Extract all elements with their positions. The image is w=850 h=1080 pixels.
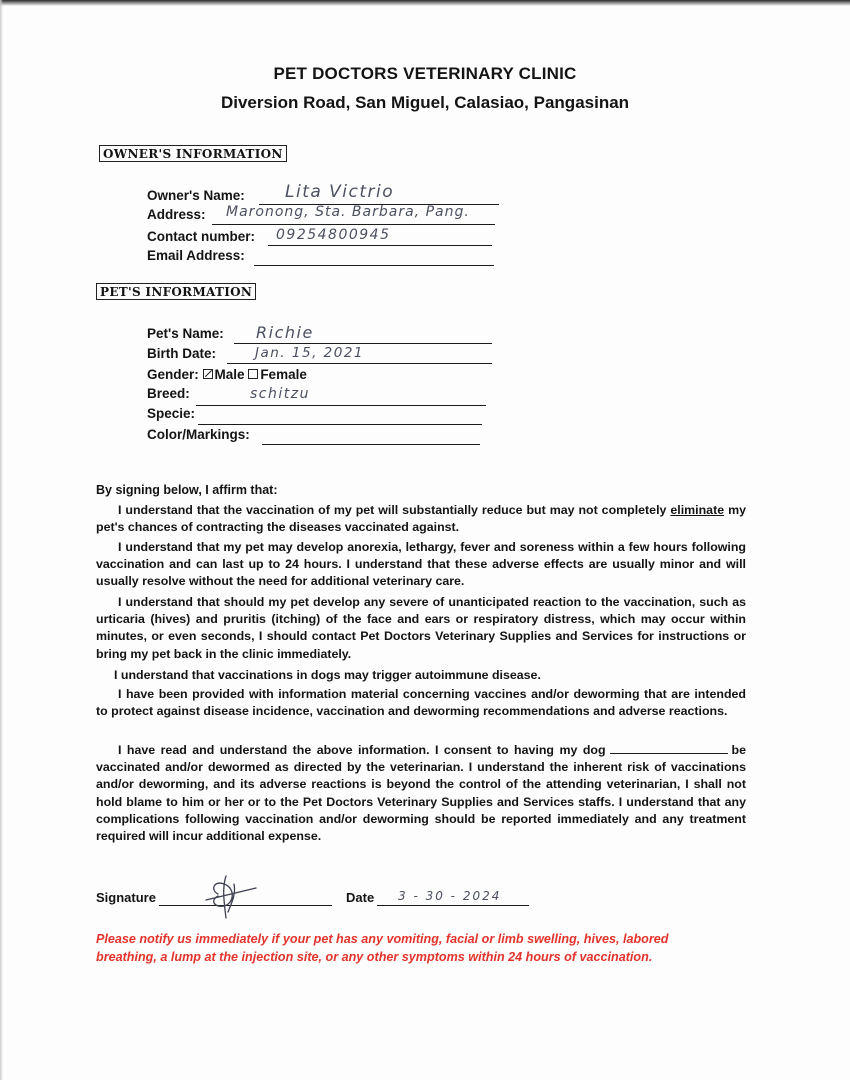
gender-female-checkbox[interactable] [248, 369, 258, 379]
contact-number-line [268, 245, 492, 246]
owner-address-label: Address: [147, 207, 206, 222]
clinic-address: Diversion Road, San Miguel, Calasiao, Pangasinan [220, 93, 630, 112]
owner-address-value[interactable]: Maronong, Sta. Barbara, Pang. [226, 204, 470, 220]
owner-address-line [212, 224, 495, 225]
breed-value[interactable]: schitzu [250, 386, 310, 402]
date-label: Date [346, 890, 375, 905]
scan-top-edge [0, 0, 850, 6]
specie-line [198, 424, 482, 425]
affirmation-paragraph-3 [96, 594, 746, 663]
clinic-name: PET DOCTORS VETERINARY CLINIC [273, 64, 577, 83]
breed-line [196, 405, 486, 406]
p1-text-b: my pet's chances of contracting the diseases vaccinated against. [96, 503, 746, 535]
specie-label: Specie: [147, 406, 196, 421]
affirmation-paragraph-1 [96, 502, 746, 536]
pet-info-heading: PET'S INFORMATION [96, 283, 256, 300]
color-markings-line [262, 444, 480, 445]
gender-row [147, 367, 307, 382]
color-markings-label: Color/Markings: [147, 427, 250, 442]
pet-name-value[interactable]: Richie [256, 323, 314, 342]
owner-name-label: Owner's Name: [147, 188, 245, 203]
p1-text-a: I understand that the vaccination of my pet will substantially reduce but may not completely [118, 503, 667, 517]
breed-label: Breed: [147, 386, 190, 401]
affirmation-paragraph-2 [96, 539, 746, 591]
dog-name-blank[interactable] [610, 743, 728, 754]
email-label: Email Address: [147, 248, 245, 263]
date-value[interactable]: 3 - 30 - 2024 [398, 889, 502, 903]
signature-label: Signature [96, 890, 156, 905]
owner-name-value[interactable]: Lita Victrio [285, 182, 395, 202]
p1-underlined-word: eliminate [670, 503, 725, 517]
owner-info-heading: OWNER'S INFORMATION [99, 145, 287, 162]
birth-date-value[interactable]: Jan. 15, 2021 [255, 345, 365, 361]
gender-female-label: Female [260, 367, 307, 382]
scan-left-edge [0, 0, 3, 1080]
email-line [254, 265, 494, 266]
affirmation-paragraph-4 [96, 667, 746, 684]
pet-name-label: Pet's Name: [147, 326, 224, 341]
birth-date-line [227, 363, 492, 364]
handwritten-signature [196, 872, 266, 922]
p4-text: I understand that vaccinations in dogs may trigger autoimmune disease. [114, 668, 541, 682]
p6-text-a: I have read and understand the above information. I consent to having my dog [118, 743, 606, 757]
birth-date-label: Birth Date: [147, 346, 217, 361]
p5-text: I have been provided with information material concerning vaccines and/or deworming that are intended to protect against disease incidence, vaccination and deworming recommendations and adverse reactions. [96, 687, 746, 719]
p2-text: I understand that my pet may develop anorexia, lethargy, fever and soreness within a few hours following vaccination and can last up to 24 hours. I understand that these adverse effects are usually minor and will usually resolve without the need for additional veterinary care. [96, 540, 746, 589]
affirmation-paragraph-6 [96, 742, 746, 845]
pet-name-line [234, 343, 492, 344]
p6-text-b: be vaccinated and/or dewormed as directed by the veterinarian. I understand the inherent risk of vaccinations and/or deworming, and its adverse reactions is beyond the control of the attending veterinarian, I shall not hold blame to him or her or to the Pet Doctors Veterinary Supplies and Services staffs. I understand that any complications following vaccination and/or deworming should be reported immediately and any treatment required will incur additional expense. [96, 743, 746, 844]
contact-number-value[interactable]: 09254800945 [276, 227, 391, 243]
affirmation-heading: By signing below, I affirm that: [96, 483, 278, 497]
gender-male-checkbox[interactable] [203, 369, 213, 379]
gender-label: Gender: [147, 367, 199, 382]
date-line [377, 905, 529, 906]
post-vaccination-notice: Please notify us immediately if your pet has any vomiting, facial or limb swelling, hives, labored breathing, a lump at the injection site, or any other symptoms within 24 hours of vaccination. [96, 932, 669, 964]
affirmation-paragraph-5 [96, 686, 746, 720]
p3-text: I understand that should my pet develop any severe of unanticipated reaction to the vaccination, such as urticaria (hives) and pruritis (itching) of the face and ears or respiratory distress, which may occur within minutes, or even seconds, I should contact Pet Doctors Veterinary Supplies and Services for instructions or bring my pet back in the clinic immediately. [96, 595, 746, 661]
gender-male-label: Male [214, 367, 245, 382]
contact-number-label: Contact number: [147, 229, 255, 244]
